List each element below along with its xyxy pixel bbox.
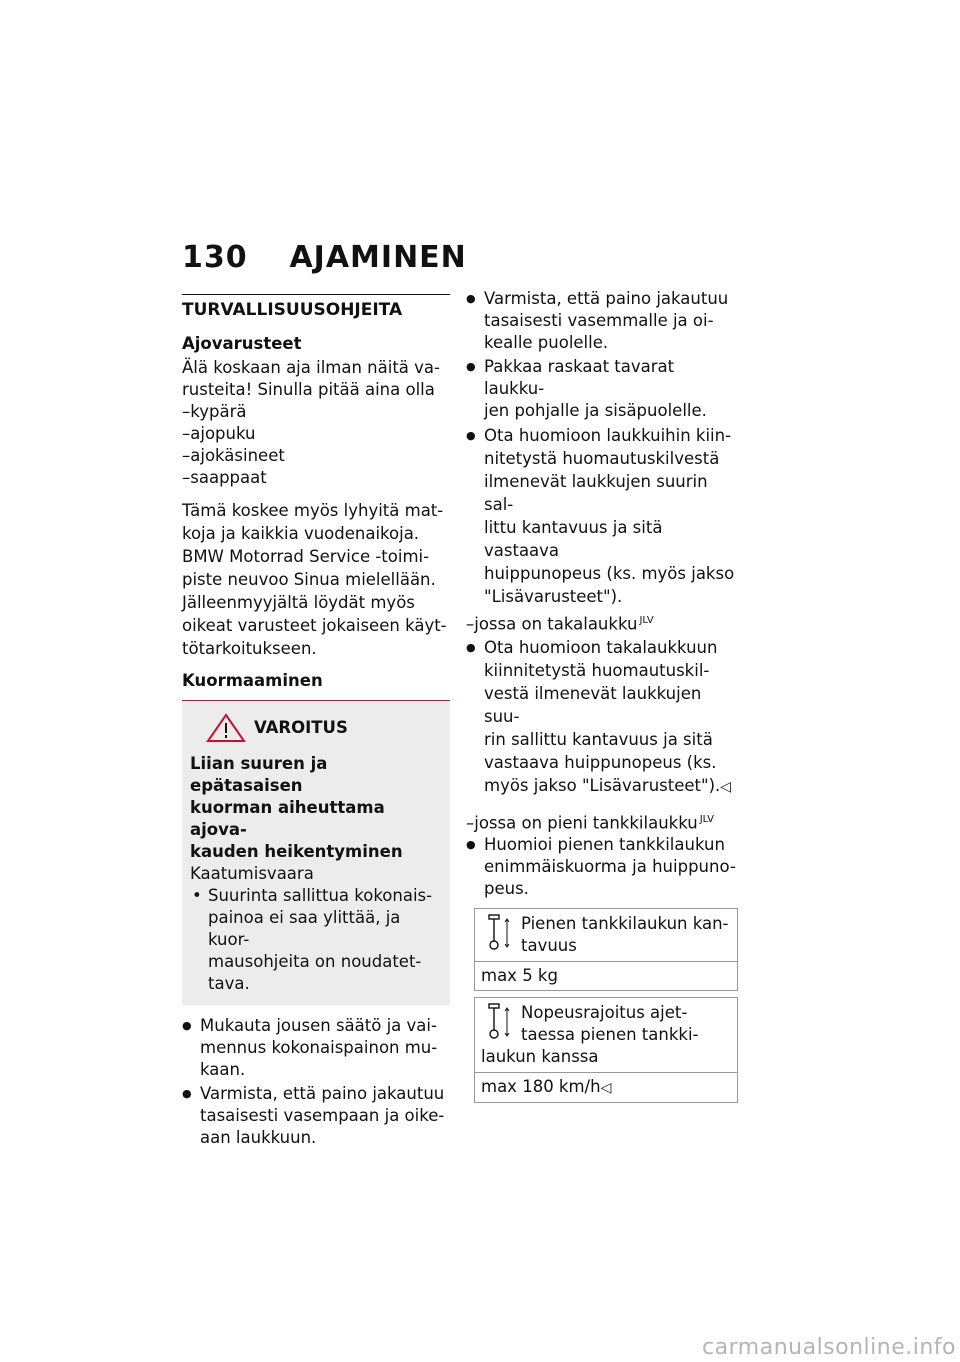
- text-line: oikeat varusteet jokaiseen käyt-: [182, 616, 447, 635]
- topcase-sup: JLV: [639, 615, 654, 626]
- text-line: taessa pienen tankki-: [521, 1025, 699, 1044]
- text-line: ● Pakkaa raskaat tavarat laukku-: [484, 357, 675, 398]
- warning-title: [190, 753, 442, 863]
- end-mark-icon: ◁: [720, 778, 732, 795]
- spec-header-row: [481, 1002, 731, 1046]
- text-line: koja ja kaikkia vuodenaikoja.: [182, 524, 420, 543]
- list-item: [466, 636, 738, 799]
- page-header: [182, 240, 467, 275]
- text-line: Pienen tankkilaukun kan-: [521, 914, 729, 933]
- page-number: 130: [182, 240, 248, 275]
- text-line: laukun kanssa: [481, 1047, 599, 1066]
- warning-label: VAROITUS: [254, 718, 348, 737]
- text-line: ● Mukauta jousen säätö ja vai-: [200, 1016, 437, 1035]
- text-line: "Lisävarusteet").: [484, 587, 623, 606]
- warning-title-line: kuorman aiheuttama ajova-: [190, 798, 385, 839]
- spec-title: [521, 1002, 699, 1046]
- equipment-intro-line: rusteita! Sinulla pitää aina olla: [182, 380, 435, 399]
- list-item: [466, 834, 738, 900]
- text-line: nitetystä huomautuskilvestä: [484, 449, 720, 468]
- list-item: [466, 424, 738, 608]
- warning-header: [190, 713, 442, 743]
- list-item: [466, 288, 738, 354]
- text-line: tasaisesti vasemmalle ja oi-: [484, 311, 714, 330]
- text-line: tavuus: [521, 936, 577, 955]
- text-line: huippunopeus (ks. myös jakso: [484, 564, 735, 583]
- text-line: kiinnitetystä huomautuskil-: [484, 660, 710, 680]
- text-line: enimmäiskuorma ja huippuno-: [484, 857, 736, 876]
- warning-box: [182, 701, 450, 1005]
- spec-header: [475, 909, 737, 962]
- tankbag-label: –jossa on pieni tankkilaukku: [466, 813, 698, 832]
- list-item: [466, 356, 738, 422]
- text-line: aan laukkuun.: [200, 1128, 317, 1147]
- text-line: ilmenevät laukkujen suurin sal-: [484, 472, 708, 514]
- spec-value: max 5 kg: [481, 966, 558, 985]
- text-line: peus.: [484, 879, 529, 898]
- text-fragment: myös jakso "Lisävarusteet").: [484, 775, 721, 795]
- equipment-intro-line: Älä koskaan aja ilman näitä va-: [182, 358, 440, 377]
- text-line: BMW Motorrad Service -toimi-: [182, 547, 430, 566]
- text-line: ● Ota huomioon laukkuihin kiin-: [484, 426, 732, 445]
- warning-title-line: kauden heikentyminen: [190, 842, 403, 861]
- chapter-title: AJAMINEN: [289, 240, 467, 275]
- equipment-item: –kypärä: [182, 402, 247, 421]
- equipment-item: –ajokäsineet: [182, 446, 285, 465]
- text-line: ● Varmista, että paino jakautuu: [200, 1084, 445, 1103]
- text-line: kaan.: [200, 1060, 246, 1079]
- text-line: tasaisesti vasempaan ja oike-: [200, 1106, 445, 1125]
- text-line: [484, 774, 738, 799]
- list-item: [182, 1015, 450, 1081]
- text-line: ● Ota huomioon takalaukkuun: [484, 637, 718, 657]
- tankbag-sup: JLV: [699, 813, 714, 825]
- text-line: tava.: [208, 974, 250, 993]
- text-line: mennus kokonaispainon mu-: [200, 1038, 438, 1057]
- text-line: ● Huomioi pienen tankkilaukun: [484, 835, 725, 854]
- spec-table-capacity: [474, 908, 738, 991]
- loading-heading: Kuormaaminen: [182, 671, 323, 690]
- text-line: vestä ilmenevät laukkujen suu-: [484, 683, 702, 726]
- spec-value-text: max 180 km/h: [481, 1077, 601, 1096]
- spec-table-speed: [474, 997, 738, 1103]
- text-line: piste neuvoo Sinua mielellään.: [182, 570, 436, 589]
- warning-triangle-icon: [206, 713, 246, 743]
- list-item: [182, 1083, 450, 1149]
- text-line: kealle puolelle.: [484, 333, 609, 352]
- end-mark-icon: ◁: [600, 1080, 612, 1096]
- right-column: [466, 288, 738, 1109]
- text-line: jen pohjalle ja sisäpuolelle.: [484, 401, 707, 420]
- spec-title: [521, 913, 729, 957]
- section-title: TURVALLISUUSOHJEITA: [182, 300, 403, 320]
- warning-title-line: Liian suuren ja epätasaisen: [190, 754, 328, 795]
- text-line: tötarkoitukseen.: [182, 639, 317, 658]
- text-line: Jälleenmyyjältä löydät myös: [182, 593, 415, 612]
- text-line: • Suurinta sallittua kokonais-: [208, 886, 433, 905]
- equipment-text: [182, 499, 450, 660]
- text-line: mausohjeita on noudatet-: [208, 952, 422, 971]
- left-column: [182, 294, 450, 1151]
- spec-value: [475, 1073, 737, 1102]
- warning-subtitle: Kaatumisvaara: [190, 864, 314, 883]
- equipment-heading: Ajovarusteet: [182, 334, 302, 353]
- text-line: rin sallittu kantavuus ja sitä: [484, 729, 713, 749]
- weight-gauge-icon: [481, 913, 513, 951]
- equipment-item: –ajopuku: [182, 424, 256, 443]
- warning-bullet: [190, 885, 442, 995]
- watermark: carmanualsonline.info: [702, 1335, 956, 1360]
- text-line: ● Varmista, että paino jakautuu: [484, 289, 729, 308]
- text-line: painoa ei saa ylittää, ja kuor-: [208, 908, 401, 949]
- topcase-condition: [466, 610, 738, 636]
- topcase-label: –jossa on takalaukku: [466, 614, 638, 634]
- spec-header: [475, 998, 737, 1073]
- equipment-item: –saappaat: [182, 468, 267, 487]
- text-line: Tämä koskee myös lyhyitä mat-: [182, 501, 444, 520]
- text-line: littu kantavuus ja sitä vastaava: [484, 518, 663, 560]
- text-line: Nopeusrajoitus ajet-: [521, 1003, 688, 1022]
- text-line: vastaava huippunopeus (ks.: [484, 752, 717, 772]
- tankbag-condition: [466, 809, 738, 835]
- weight-gauge-icon: [481, 1002, 513, 1040]
